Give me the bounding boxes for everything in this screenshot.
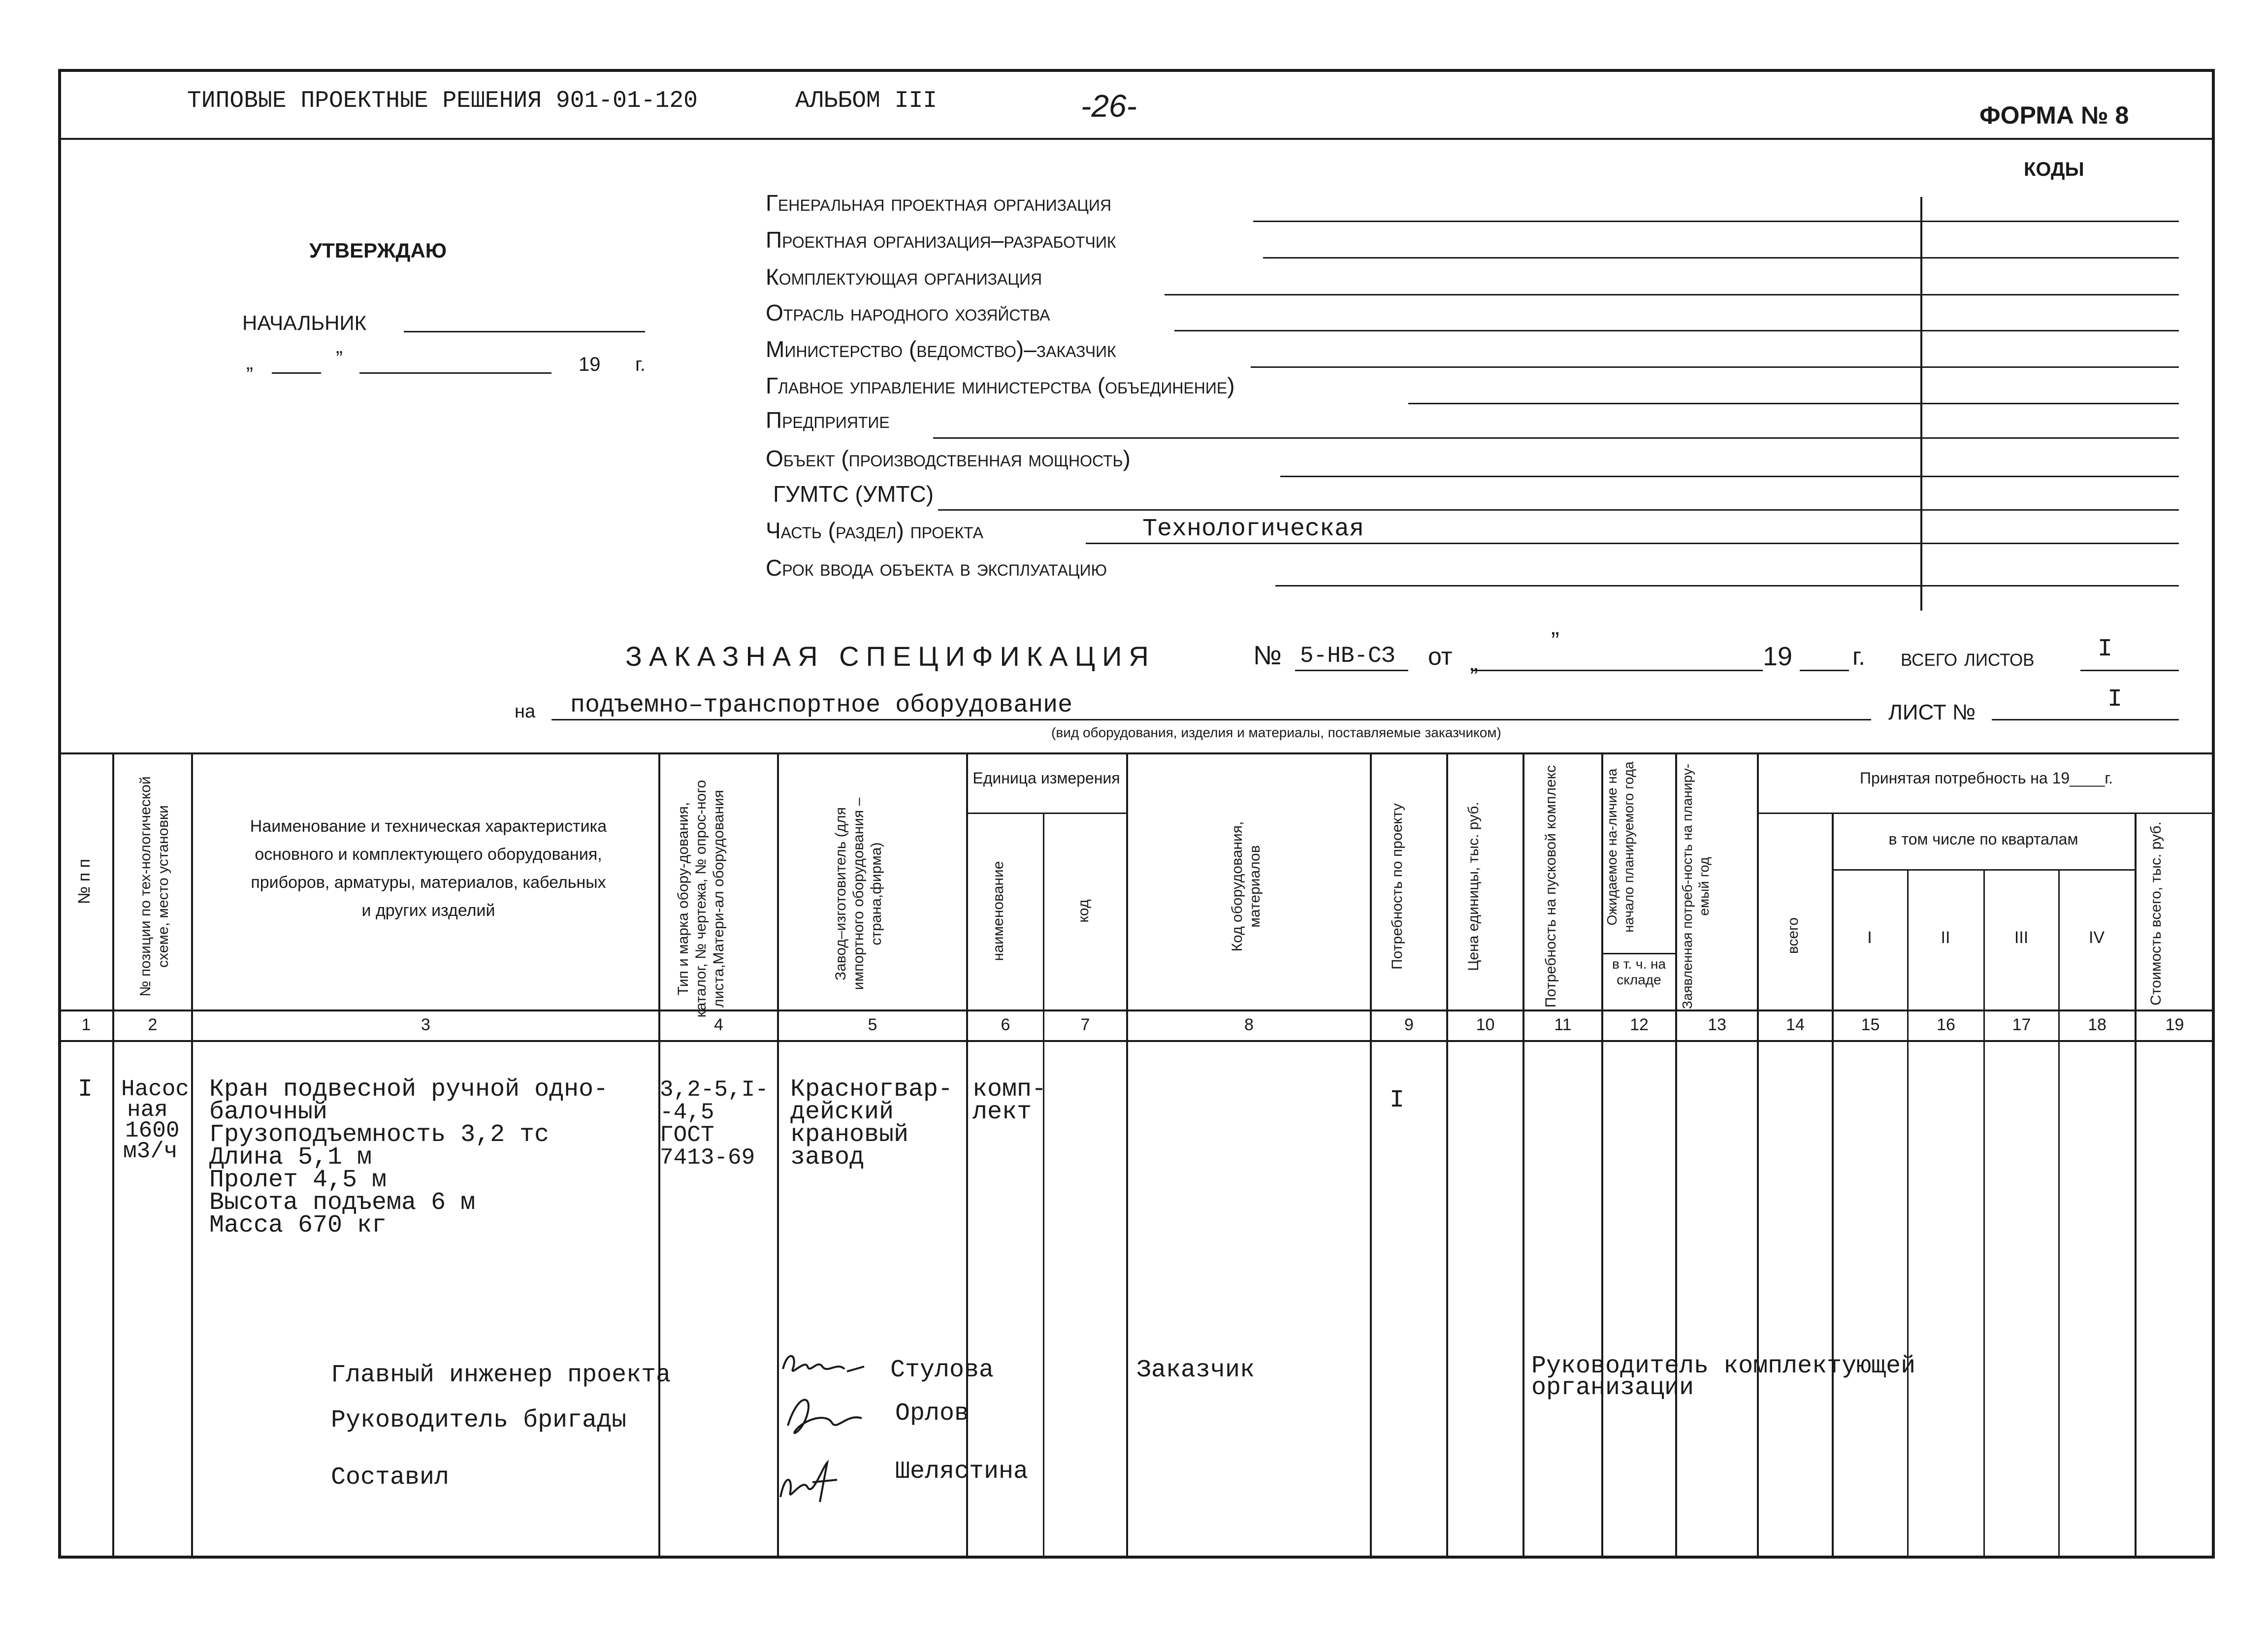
header-divider: [58, 138, 2215, 140]
total-sheets-line: [2080, 670, 2179, 671]
hdr-accepted: Принятая потребность на 19____г.: [1859, 769, 2113, 787]
commissioning-label: Срок ввода объекта в эксплуатацию: [766, 555, 1107, 581]
year-suffix: г.: [635, 354, 646, 375]
colnum-6: 6: [1001, 1015, 1010, 1034]
total-sheets-label: всего листов: [1901, 644, 2035, 671]
org-complete-label: Комплектующая организация: [766, 264, 1042, 290]
sig-name-3: Шелястина: [895, 1458, 1029, 1486]
row-name-4: Длина 5,1 м: [209, 1143, 372, 1172]
colnum-13: 13: [1708, 1015, 1726, 1034]
col-line-1: [112, 752, 114, 1559]
page-number: -26-: [1081, 88, 1137, 124]
quote-open: „: [246, 351, 253, 374]
approve-label: УТВЕРЖДАЮ: [309, 239, 447, 262]
hdr-c4: Тип и марка обору-дования, каталог, № чертежа, № опрос-ного листа,Матери-ал оборудования: [675, 780, 727, 1018]
object-line: [1280, 476, 2179, 477]
spec-year-suffix: г.: [1852, 643, 1866, 670]
hdr-q3: III: [2014, 928, 2029, 947]
spec-quote-1: ”: [1551, 627, 1559, 654]
row-position-2: ная: [127, 1097, 168, 1123]
row-name-2: балочный: [209, 1098, 328, 1126]
spec-quote-2: ”: [1470, 663, 1478, 690]
quote-close: ”: [336, 347, 343, 370]
col-line-12: [1675, 752, 1677, 1559]
colnum-10: 10: [1476, 1015, 1495, 1034]
colnum-12: 12: [1630, 1015, 1649, 1034]
enterprise-label: Предприятие: [766, 407, 890, 433]
gumts-line: [938, 509, 2179, 511]
row-name-5: Пролет 4,5 м: [209, 1166, 387, 1194]
hdr-c12-bottom: в т. ч. на складе: [1612, 956, 1666, 987]
colnum-11: 11: [1554, 1015, 1572, 1034]
supplier-head-2: организации: [1531, 1374, 1694, 1402]
org-developer-label: Проектная организация–разработчик: [766, 227, 1116, 253]
row-position-1: Насос: [121, 1076, 190, 1102]
org-general-label: Генеральная проектная организация: [766, 190, 1112, 216]
spec-for-value: подъемно–транспортное оборудование: [570, 691, 1073, 719]
commissioning-line: [1275, 585, 2179, 586]
colnum-bottom: [58, 1040, 2215, 1042]
hdr-c2: № позиции по тех-нологической схеме, место установки: [137, 776, 171, 997]
series-title: ТИПОВЫЕ ПРОЕКТНЫЕ РЕШЕНИЯ 901-01-120: [187, 88, 698, 114]
colnum-8: 8: [1244, 1015, 1254, 1034]
hdr-c3: Наименование и техническая характеристика основного и комплектующего оборудования, приборов, арматуры, материалов, кабельных и других изделий: [250, 817, 607, 920]
spec-date-line: [1472, 670, 1763, 671]
colnum-17: 17: [2012, 1015, 2031, 1034]
project-part-value: Технологическая: [1142, 515, 1364, 543]
hdr-q2: II: [1941, 928, 1950, 947]
col-line-10: [1523, 752, 1524, 1559]
sheet-label: ЛИСТ №: [1888, 700, 1976, 724]
row-plant-2: дейский: [790, 1098, 894, 1126]
row-type-1: 3,2-5,I-: [660, 1077, 769, 1103]
colnum-9: 9: [1404, 1015, 1414, 1034]
hdr-c7: код: [1075, 899, 1092, 923]
sheet-line: [1992, 719, 2179, 720]
col-line-2: [191, 752, 193, 1559]
col-line-14: [1832, 813, 1834, 1559]
project-part-line: [1086, 543, 2179, 544]
hdr-c6: наименование: [990, 861, 1006, 961]
col-line-9: [1446, 752, 1448, 1559]
chief-label: НАЧАЛЬНИК: [242, 311, 367, 334]
hdr-c11: Потребность на пусковой комплекс: [1543, 765, 1559, 1008]
colnum-4: 4: [714, 1015, 723, 1034]
col-line-16: [1983, 869, 1985, 1559]
colnum-15: 15: [1861, 1015, 1880, 1034]
col-line-11: [1601, 752, 1603, 1559]
ministry-label: Министерство (ведомство)–заказчик: [766, 336, 1116, 362]
sig-name-2: Орлов: [895, 1400, 970, 1428]
spec-number-label: №: [1253, 641, 1282, 670]
sig-role-3: Составил: [331, 1464, 450, 1492]
form-number: ФОРМА № 8: [1979, 101, 2129, 129]
org-complete-line: [1165, 294, 2179, 295]
sig-name-1: Стулова: [890, 1356, 994, 1384]
row-type-4: 7413-69: [660, 1145, 755, 1171]
col-line-18: [2135, 813, 2137, 1559]
hdr-quarters: в том числе по кварталам: [1888, 830, 2078, 848]
row-name-3: Грузоподъемность 3,2 тс: [209, 1121, 550, 1149]
industry-label: Отрасль народного хозяйства: [766, 300, 1050, 326]
project-part-label: Часть (раздел) проекта: [766, 518, 983, 543]
codes-label: КОДЫ: [2024, 159, 2084, 180]
row-unit-1: комп-: [972, 1075, 1047, 1104]
spec-number: 5-НВ-СЗ: [1300, 643, 1395, 669]
hdr-c5: Завод–изготовитель (для импортного оборудования –страна,фирма): [833, 797, 884, 990]
ministry-line: [1251, 366, 2179, 368]
hdr-unit-group: Единица измерения: [972, 769, 1120, 787]
hdr-c8: Код оборудования, материалов: [1229, 821, 1263, 952]
object-label: Объект (производственная мощность): [766, 446, 1131, 471]
col-line-6: [1043, 813, 1044, 1559]
hdr-q1: I: [1867, 928, 1872, 947]
hdr-c13: Заявленная потреб-ность на планиру-емый год: [1680, 763, 1712, 1010]
row-name-1: Кран подвесной ручной одно-: [209, 1075, 609, 1104]
colnum-7: 7: [1080, 1015, 1090, 1034]
c12-split-line: [1601, 953, 1675, 954]
colnum-2: 2: [148, 1015, 158, 1034]
hdr-c10: Цена единицы, тыс. руб.: [1465, 802, 1482, 971]
total-sheets-value: I: [2098, 635, 2113, 663]
row-name-7: Масса 670 кг: [209, 1211, 387, 1239]
row-qty: I: [1390, 1086, 1405, 1114]
table-header-bottom: [58, 1010, 2215, 1011]
hdr-c9: Потребность по проекту: [1389, 803, 1405, 970]
org-developer-line: [1263, 257, 2179, 259]
spec-title: ЗАКАЗНАЯ СПЕЦИФИКАЦИЯ: [625, 641, 1156, 672]
row-position-4: м3/ч: [123, 1139, 178, 1164]
hdr-q4: IV: [2088, 928, 2105, 947]
colnum-14: 14: [1786, 1015, 1805, 1034]
colnum-5: 5: [868, 1015, 877, 1034]
hdr-c19: Стоимость всего, тыс. руб.: [2148, 821, 2164, 1006]
spec-note: (вид оборудования, изделия и материалы, поставляемые заказчиком): [1051, 725, 1501, 740]
main-department-label: Главное управление министерства (объединение): [766, 373, 1235, 398]
sig-role-2: Руководитель бригады: [331, 1406, 627, 1434]
sig-role-1: Главный инженер проекта: [331, 1361, 671, 1389]
col-line-8: [1370, 752, 1372, 1559]
col-line-13: [1757, 752, 1759, 1559]
spec-number-line: [1295, 670, 1408, 671]
industry-line: [1174, 330, 2179, 331]
supplier-head-1: Руководитель комплектующей: [1531, 1352, 1916, 1380]
row-plant-4: завод: [790, 1143, 865, 1172]
unit-group-line: [966, 813, 1126, 814]
col-line-7: [1126, 752, 1128, 1559]
handwritten-signatures: [778, 1339, 886, 1507]
spec-from-label: от: [1428, 643, 1453, 670]
row-plant-1: Красногвар-: [790, 1075, 953, 1104]
day-line: [272, 372, 321, 374]
gumts-label: ГУМТС (УМТС): [773, 481, 934, 507]
col-line-5: [966, 752, 968, 1559]
row-type-3: ГОСТ: [660, 1122, 714, 1148]
main-department-line: [1408, 403, 2179, 404]
row-position-3: 1600: [125, 1118, 180, 1143]
row-name-6: Высота подъема 6 м: [209, 1189, 476, 1217]
org-general-line: [1253, 221, 2179, 222]
colnum-18: 18: [2088, 1015, 2106, 1034]
colnum-3: 3: [421, 1015, 430, 1034]
colnum-19: 19: [2165, 1015, 2184, 1034]
table-top-line: [58, 752, 2215, 754]
enterprise-line: [933, 437, 2179, 439]
col-line-17: [2058, 869, 2060, 1559]
month-line: [359, 372, 551, 374]
colnum-16: 16: [1937, 1015, 1955, 1034]
spec-year: 19: [1763, 642, 1793, 671]
customer-label: Заказчик: [1136, 1356, 1255, 1384]
accepted-line: [1757, 813, 2215, 814]
row-number: I: [78, 1075, 93, 1104]
row-type-2: -4,5: [660, 1100, 714, 1125]
year-prefix: 19: [579, 354, 601, 375]
sheet-value: I: [2107, 685, 2123, 714]
chief-signature-line: [404, 331, 645, 332]
spec-for-line: [551, 719, 1871, 720]
album-label: АЛЬБОМ III: [795, 88, 938, 114]
row-unit-2: лект: [972, 1098, 1032, 1126]
col-line-15: [1907, 869, 1909, 1559]
spec-for-label: на: [515, 701, 536, 722]
hdr-c1: № п п: [75, 858, 94, 905]
colnum-1: 1: [81, 1015, 91, 1034]
hdr-c14: всего: [1785, 917, 1801, 954]
spec-year-line: [1800, 670, 1849, 671]
row-plant-3: крановый: [790, 1121, 909, 1149]
hdr-c12-top: Ожидаемое на-личие на начало планируемого года: [1604, 761, 1636, 933]
